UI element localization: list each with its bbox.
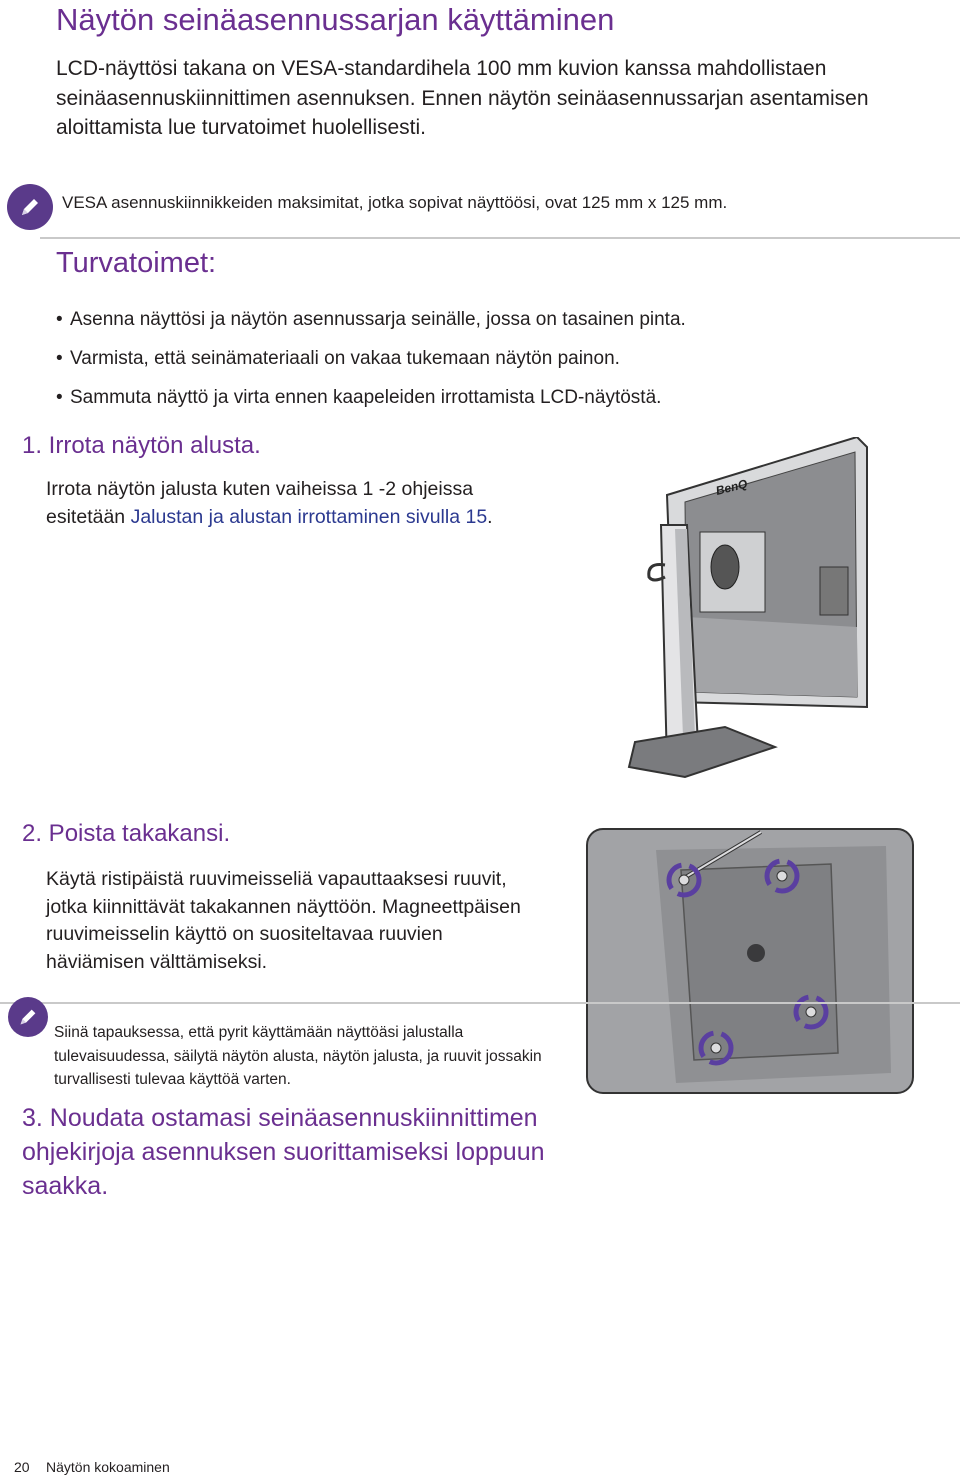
step-2-title: 2. Poista takakansi. (22, 820, 231, 847)
step-3-title: 3. Noudata ostamasi seinäasennuskiinnittimen ohjekirjoja asennuksen suorittamiseksi loppuun saakka. (22, 1104, 545, 1200)
back-cover-illustration (586, 828, 916, 1096)
monitor-rear-illustration (625, 437, 870, 782)
safety-list (56, 306, 686, 423)
safety-item: • Varmista, että seinämateriaali on vakaa tukemaan näytön painon. (56, 345, 686, 384)
pencil-note-icon (7, 184, 53, 230)
note-divider (40, 237, 960, 239)
footer-section: Näytön kokoaminen (46, 1459, 170, 1475)
note-divider (0, 1002, 960, 1004)
safety-item: • Sammuta näyttö ja virta ennen kaapeleiden irrottamista LCD-näytöstä. (56, 384, 686, 423)
step-1-suffix: . (487, 505, 493, 528)
page-number: 20 (14, 1459, 30, 1475)
page-title: Näytön seinäasennussarjan käyttäminen (56, 2, 615, 37)
brand-logo: BenQ (714, 476, 749, 498)
intro-paragraph: LCD-näyttösi takana on VESA-standardihela 100 mm kuvion kanssa mahdollistaen seinäasennuskiinnittimen asennuksen. Ennen näytön seinäasennussarjan asentamisen aloittamista lue turvatoimet huolellisesti. (56, 57, 869, 139)
safety-heading: Turvatoimet: (56, 247, 217, 279)
vesa-note: VESA asennuskiinnikkeiden maksimitat, jotka sopivat näyttöösi, ovat 125 mm x 125 mm. (62, 193, 728, 212)
safety-item: • Asenna näyttösi ja näytön asennussarja seinälle, jossa on tasainen pinta. (56, 306, 686, 345)
step-1-body (46, 476, 546, 531)
step-2-body: Käytä ristipäistä ruuvimeisseliä vapauttaaksesi ruuvit, jotka kiinnittävät takakannen näyttöön. Magneettpäisen ruuvimeisselin käyttö on suositeltavaa ruuvien häviämisen välttämiseksi. (46, 868, 521, 973)
step-1-text: Irrota näytön jalusta kuten vaiheissa 1 -2 ohjeissa esitetään (46, 478, 474, 528)
pencil-note-icon (8, 997, 48, 1037)
step-1-title: 1. Irrota näytön alusta. (22, 432, 261, 459)
stand-removal-link[interactable]: Jalustan ja alustan irrottaminen sivulla 15 (130, 505, 488, 528)
storage-note: Siinä tapauksessa, että pyrit käyttämään näyttöäsi jalustalla tulevaisuudessa, säilytä näytön alusta, näytön jalusta, ja ruuvit jossakin turvallisesti tulevaa käyttöä varten. (54, 1024, 542, 1088)
